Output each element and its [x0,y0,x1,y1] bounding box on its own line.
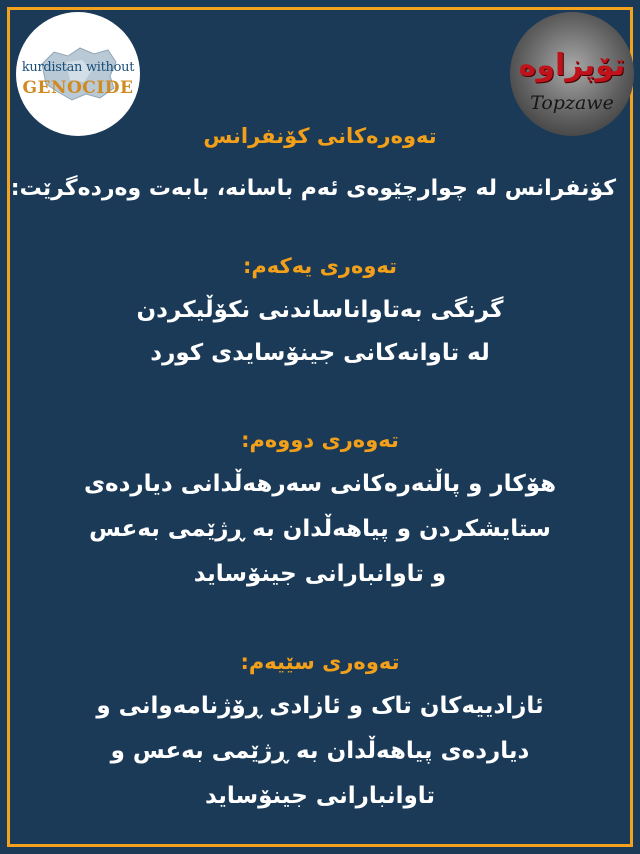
logo-left-line2: GENOCIDE [22,78,134,98]
axis-2-heading: تەوەری دووەم: [241,428,399,452]
axis-2-line-3: و تاوانبارانی جینۆساید [193,561,447,587]
kurdistan-without-genocide-logo [16,12,140,136]
axis-3-line-1: ئازادییەکان تاک و ئازادی ڕۆژنامەوانی و [96,693,544,719]
axis-2-line-1: هۆکار و پاڵنەرەکانی سەرهەڵدانی دیاردەی [83,471,557,497]
axis-1-line-1: گرنگی بەتاواناساندنی نکۆڵیکردن [136,297,504,323]
axis-3-line-3: تاوانبارانی جینۆساید [204,783,436,809]
page-title: تەوەرەکانی کۆنفرانس [203,124,437,148]
axis-1-line-2: لە تاوانەکانی جینۆسایدی کورد [150,340,490,366]
topzawe-logo [510,12,634,136]
axis-3-line-2: دیاردەی پیاهەڵدان بە ڕژێمی بەعس و [110,738,530,764]
axis-1-heading: تەوەری یەکەم: [242,254,398,278]
logo-right-kurdish: تۆپزاوە [518,48,626,83]
axis-3-heading: تەوەری سێیەم: [240,650,400,674]
axis-2-line-2: ستایشکردن و پیاهەڵدان بە ڕژێمی بەعس [89,516,551,542]
logo-right-latin: Topzawe [530,92,614,114]
intro-text: کۆنفرانس لە چوارچێوەی ئەم باسانە، بابەت وەردەگرێت: [10,176,616,201]
logo-left-line1: kurdistan without [21,60,135,75]
